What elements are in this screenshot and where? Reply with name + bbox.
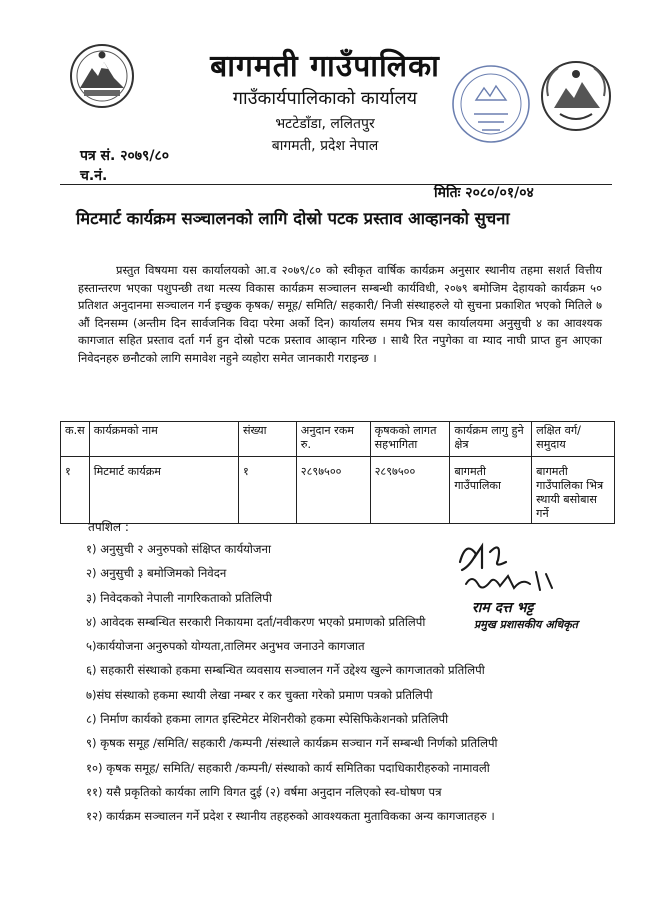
table-cell: बागमती गाउँपालिका xyxy=(450,457,532,524)
nepal-emblem-icon xyxy=(68,42,136,110)
table-cell: बागमती गाउँपालिका भित्र स्थायी बसोबास गर्ने xyxy=(532,457,615,524)
list-item: ३) निवेदकको नेपाली नागरिकताको प्रतिलिपी xyxy=(86,590,272,605)
handwritten-signature-icon xyxy=(452,532,572,602)
table-header-cell: क.स xyxy=(61,422,90,457)
table-header-row xyxy=(61,422,615,457)
letter-date: मितिः २०८०/०१/०४ xyxy=(434,185,534,201)
table-header-cell: लक्षित वर्ग/समुदाय xyxy=(532,422,615,457)
signatory-name: राम दत्त भट्ट xyxy=(472,600,534,616)
letter-number: पत्र सं. २०७९/८० xyxy=(80,148,170,164)
table-cell: १ xyxy=(61,457,90,524)
list-item: १०) कृषक समूह/ समिति/ सहकारी /कम्पनी/ संस्थाको कार्य समितिका पदाधिकारीहरुको नामावली xyxy=(86,760,490,775)
list-item: २) अनुसुची ३ बमोजिमको निवेदन xyxy=(86,566,227,581)
table-cell: मिटमार्ट कार्यक्रम xyxy=(89,457,238,524)
dispatch-number: च.नं. xyxy=(80,168,108,184)
list-item: ४) आवेदक सम्बन्धित सरकारी निकायमा दर्ता/नवीकरण भएको प्रमाणको प्रतिलिपी xyxy=(86,614,426,629)
organization-name: बागमती गाउँपालिका xyxy=(210,49,440,84)
list-item: ११) यसै प्रकृतिको कार्यका लागि विगत दुई (२) वर्षमा अनुदान नलिएको स्व-घोषण पत्र xyxy=(86,784,442,799)
table-header-cell: अनुदान रकम रु. xyxy=(296,422,370,457)
list-item: ५)कार्ययोजना अनुरुपको योग्यता,तालिमर अनुभव जनाउने कागजात xyxy=(86,639,365,654)
list-item: ८) निर्माण कार्यको हकमा लागत इस्टिमेटर मेशिनरीको हकमा स्पेसिफिकेशनको प्रतिलिपी xyxy=(86,712,449,727)
list-item: ६) सहकारी संस्थाको हकमा सम्बन्धित व्यवसाय सञ्चालन गर्ने उद्देश्य खुल्ने कागजातको प्रतिलिपी xyxy=(86,663,485,678)
signatory-title: प्रमुख प्रशासकीय अधिकृत xyxy=(474,618,578,631)
notice-title: मिटमार्ट कार्यक्रम सञ्चालनको लागि दोस्रो पटक प्रस्ताव आव्हानको सुचना xyxy=(76,209,510,228)
list-item: १२) कार्यक्रम सञ्चालन गर्ने प्रदेश र स्थानीय तहहरुको आवश्यकता मुताविकका अन्य कागजातहरु । xyxy=(86,809,495,824)
program-table xyxy=(60,421,615,524)
table-header-cell: कृषकको लागत सहभागिता xyxy=(370,422,450,457)
table-cell: १ xyxy=(238,457,296,524)
address-line-1: भटटेडाँडा, ललितपुर xyxy=(275,116,375,132)
list-item: ९) कृषक समूह /समिति/ सहकारी /कम्पनी /संस्थाले कार्यक्रम सञ्चान गर्ने सम्बन्धी निर्णको प्रतिलिपी xyxy=(86,736,498,751)
table-header-cell: संख्या xyxy=(238,422,296,457)
table-cell: २८९७५०० xyxy=(370,457,450,524)
notice-body: प्रस्तुत विषयमा यस कार्यालयको आ.व २०७९/८० को स्वीकृत वार्षिक कार्यक्रम अनुसार स्थानीय तहमा सशर्त वित्तीय हस्तान्तरण भएका पशुपन्छी तथा मत्स्य विकास कार्यक्रम सञ्चालन सम्बन्धी कार्यविधी, २०७९ बमोजिम देहायको कार्यक्रम ५० प्रतिशत अनुदानमा सञ्चालन गर्न इच्छुक कृषक/ समूह/ समिति/ सहकारी/ निजी संस्थाहरुले यो सुचना प्रकाशित भएको मितिले ७ औं दिनसम्म (अन्तीम दिन सार्वजनिक विदा परेमा अर्को दिन) कार्यालय समय भित्र यस कार्यालयमा अनुसुची ४ का आवश्यक कागजात सहित प्रस्ताव दर्ता गर्न हुन दोस्रो पटक प्रस्ताव आव्हान गरिन्छ । साथै रित नपुगेका वा म्याद नाघी प्राप्त हुन आएका निवेदनहरु छनौटको लागि समावेश नहुने व्यहोरा समेत जानकारी गराइन्छ । xyxy=(78,263,602,365)
table-header-cell: कार्यक्रम लागु हुने क्षेत्र xyxy=(450,422,532,457)
list-item: ७)संघ संस्थाको हकमा स्थायी लेखा नम्बर र कर चुक्ता गरेको प्रमाण पत्रको प्रतिलिपी xyxy=(86,687,433,702)
table-row xyxy=(61,457,615,524)
details-label: तपशिल : xyxy=(88,520,129,534)
table-cell: २८९७५०० xyxy=(296,457,370,524)
list-item: १) अनुसुची २ अनुरुपको संक्षिप्त कार्ययोजना xyxy=(86,542,271,556)
office-name: गाउँकार्यपालिकाको कार्यालय xyxy=(232,88,418,109)
nepal-government-emblem-icon xyxy=(538,58,614,134)
address-line-2: बागमती, प्रदेश नेपाल xyxy=(271,138,379,154)
table-header-cell: कार्यक्रमको नाम xyxy=(89,422,238,457)
